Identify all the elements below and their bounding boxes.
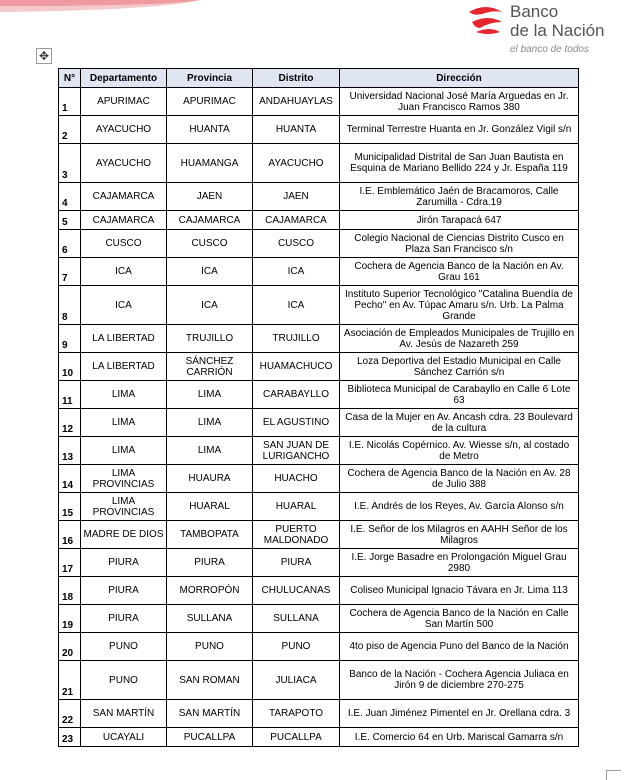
cell-num: 15: [59, 493, 81, 521]
cell-distrito: HUANTA: [253, 116, 340, 144]
table-row: [59, 116, 579, 144]
cell-departamento: CAJAMARCA: [81, 183, 167, 211]
header-provincia: Provincia: [167, 69, 253, 88]
cell-direccion: Casa de la Mujer en Av. Ancash cdra. 23 Boulevard de la cultura: [340, 409, 579, 437]
brand-tagline: el banco de todos: [510, 44, 589, 55]
table-row: [59, 493, 579, 521]
cell-departamento: LIMA: [81, 409, 167, 437]
cell-direccion: Instituto Superior Tecnológico "Catalina Buendía de Pecho" en Av. Túpac Amaru s/n. Urb. La Palma Grande: [340, 286, 579, 325]
cell-num: 17: [59, 549, 81, 577]
cell-num: 14: [59, 465, 81, 493]
cell-num: 21: [59, 661, 81, 700]
cell-departamento: ICA: [81, 286, 167, 325]
move-icon[interactable]: ✥: [36, 48, 52, 64]
cell-provincia: HUARAL: [167, 493, 253, 521]
cell-provincia: LIMA: [167, 409, 253, 437]
cell-num: 13: [59, 437, 81, 465]
cell-departamento: AYACUCHO: [81, 144, 167, 183]
table-header-row: [59, 69, 579, 88]
cell-departamento: PIURA: [81, 605, 167, 633]
cell-num: 2: [59, 116, 81, 144]
cell-provincia: SULLANA: [167, 605, 253, 633]
cell-provincia: APURIMAC: [167, 88, 253, 116]
cell-distrito: ICA: [253, 286, 340, 325]
cell-num: 23: [59, 728, 81, 747]
cell-direccion: Coliseo Municipal Ignacio Távara en Jr. Lima 113: [340, 577, 579, 605]
table-row: [59, 144, 579, 183]
cell-provincia: CUSCO: [167, 230, 253, 258]
cell-distrito: TARAPOTO: [253, 700, 340, 728]
cell-departamento: LA LIBERTAD: [81, 353, 167, 381]
cell-num: 19: [59, 605, 81, 633]
cell-distrito: CHULUCANAS: [253, 577, 340, 605]
cell-distrito: PIURA: [253, 549, 340, 577]
cell-departamento: PIURA: [81, 549, 167, 577]
table-row: [59, 437, 579, 465]
cell-distrito: SAN JUAN DE LURIGANCHO: [253, 437, 340, 465]
table-row: [59, 521, 579, 549]
cell-num: 22: [59, 700, 81, 728]
cell-departamento: CAJAMARCA: [81, 211, 167, 230]
cell-num: 3: [59, 144, 81, 183]
cell-distrito: ANDAHUAYLAS: [253, 88, 340, 116]
cell-direccion: Terminal Terrestre Huanta en Jr. González Vigil s/n: [340, 116, 579, 144]
cell-departamento: SAN MARTÍN: [81, 700, 167, 728]
cell-num: 9: [59, 325, 81, 353]
table-row: [59, 325, 579, 353]
table-row: [59, 409, 579, 437]
cell-num: 20: [59, 633, 81, 661]
cell-direccion: Asociación de Empleados Municipales de Trujillo en Av. Jesús de Nazareth 259: [340, 325, 579, 353]
cell-num: 11: [59, 381, 81, 409]
table-row: [59, 353, 579, 381]
cell-distrito: TRUJILLO: [253, 325, 340, 353]
table-row: [59, 700, 579, 728]
cell-provincia: ICA: [167, 258, 253, 286]
cell-departamento: UCAYALI: [81, 728, 167, 747]
cell-departamento: LIMA PROVINCIAS: [81, 493, 167, 521]
cell-provincia: SAN MARTÍN: [167, 700, 253, 728]
table-row: [59, 381, 579, 409]
banco-logo-icon: [466, 2, 506, 42]
cell-provincia: HUAMANGA: [167, 144, 253, 183]
brand-name-line1: Banco: [510, 2, 559, 21]
cell-direccion: Municipalidad Distrital de San Juan Bautista en Esquina de Mariano Bellido 224 y Jr. España 119: [340, 144, 579, 183]
cell-direccion: Jirón Tarapacá 647: [340, 211, 579, 230]
cell-departamento: LIMA: [81, 381, 167, 409]
cell-provincia: LIMA: [167, 381, 253, 409]
cell-provincia: HUAURA: [167, 465, 253, 493]
locations-table: [58, 68, 579, 747]
table-row: [59, 633, 579, 661]
cell-departamento: AYACUCHO: [81, 116, 167, 144]
cell-departamento: LIMA PROVINCIAS: [81, 465, 167, 493]
cell-distrito: CARABAYLLO: [253, 381, 340, 409]
cell-provincia: TRUJILLO: [167, 325, 253, 353]
cell-distrito: CUSCO: [253, 230, 340, 258]
table-row: [59, 286, 579, 325]
table-row: [59, 549, 579, 577]
cell-provincia: PIURA: [167, 549, 253, 577]
cell-direccion: I.E. Emblemático Jaén de Bracamoros, Calle Zarumilla - Cdra.19: [340, 183, 579, 211]
cell-distrito: EL AGUSTINO: [253, 409, 340, 437]
table-row: [59, 661, 579, 700]
cell-departamento: CUSCO: [81, 230, 167, 258]
cell-direccion: I.E. Señor de los Milagros en AAHH Señor de los Milagros: [340, 521, 579, 549]
cell-num: 4: [59, 183, 81, 211]
cell-distrito: PUNO: [253, 633, 340, 661]
cell-distrito: JULIACA: [253, 661, 340, 700]
cell-direccion: I.E. Nicolás Copérnico. Av. Wiesse s/n, al costado de Metro: [340, 437, 579, 465]
cell-num: 12: [59, 409, 81, 437]
table-row: [59, 465, 579, 493]
cell-num: 8: [59, 286, 81, 325]
table-row: [59, 728, 579, 747]
table-row: [59, 605, 579, 633]
header-departamento: Departamento: [81, 69, 167, 88]
cell-distrito: JAEN: [253, 183, 340, 211]
cell-provincia: SAN ROMAN: [167, 661, 253, 700]
cell-distrito: HUARAL: [253, 493, 340, 521]
cell-provincia: PUNO: [167, 633, 253, 661]
cell-distrito: ICA: [253, 258, 340, 286]
cell-provincia: HUANTA: [167, 116, 253, 144]
cell-distrito: CAJAMARCA: [253, 211, 340, 230]
header-distrito: Distrito: [253, 69, 340, 88]
cell-num: 1: [59, 88, 81, 116]
cell-direccion: Cochera de Agencia Banco de la Nación en Av. 28 de Julio 388: [340, 465, 579, 493]
table-row: [59, 183, 579, 211]
cell-num: 7: [59, 258, 81, 286]
cell-direccion: I.E. Andrés de los Reyes, Av. García Alonso s/n: [340, 493, 579, 521]
cell-distrito: PUCALLPA: [253, 728, 340, 747]
cell-distrito: PUERTO MALDONADO: [253, 521, 340, 549]
cell-provincia: MORROPÓN: [167, 577, 253, 605]
cell-distrito: SULLANA: [253, 605, 340, 633]
table-row: [59, 230, 579, 258]
table-row: [59, 88, 579, 116]
cell-direccion: Universidad Nacional José María Arguedas en Jr. Juan Francisco Ramos 380: [340, 88, 579, 116]
cell-departamento: PUNO: [81, 633, 167, 661]
cell-num: 5: [59, 211, 81, 230]
table-row: [59, 577, 579, 605]
cell-provincia: PUCALLPA: [167, 728, 253, 747]
cell-direccion: Colegio Nacional de Ciencias Distrito Cusco en Plaza San Francisco s/n: [340, 230, 579, 258]
decorative-red-swoosh: [0, 0, 220, 14]
cell-num: 6: [59, 230, 81, 258]
cell-num: 18: [59, 577, 81, 605]
cell-distrito: HUAMACHUCO: [253, 353, 340, 381]
cell-direccion: Cochera de Agencia Banco de la Nación en Av. Grau 161: [340, 258, 579, 286]
cell-provincia: CAJAMARCA: [167, 211, 253, 230]
cell-distrito: HUACHO: [253, 465, 340, 493]
cell-departamento: LIMA: [81, 437, 167, 465]
header-num: N°: [59, 69, 81, 88]
cell-departamento: PIURA: [81, 577, 167, 605]
cell-direccion: 4to piso de Agencia Puno del Banco de la Nación: [340, 633, 579, 661]
cell-provincia: TAMBOPATA: [167, 521, 253, 549]
cell-distrito: AYACUCHO: [253, 144, 340, 183]
cell-direccion: Biblioteca Municipal de Carabayllo en Calle 6 Lote 63: [340, 381, 579, 409]
cell-direccion: I.E. Jorge Basadre en Prolongación Miguel Grau 2980: [340, 549, 579, 577]
cell-num: 16: [59, 521, 81, 549]
table-row: [59, 258, 579, 286]
brand-header: [466, 2, 636, 62]
cell-departamento: ICA: [81, 258, 167, 286]
cell-provincia: ICA: [167, 286, 253, 325]
cell-provincia: JAEN: [167, 183, 253, 211]
cell-direccion: I.E. Comercio 64 en Urb. Mariscal Gamarra s/n: [340, 728, 579, 747]
table-body: [59, 88, 579, 747]
cell-num: 10: [59, 353, 81, 381]
header-direccion: Dirección: [340, 69, 579, 88]
cell-provincia: LIMA: [167, 437, 253, 465]
cell-departamento: LA LIBERTAD: [81, 325, 167, 353]
cell-direccion: Cochera de Agencia Banco de la Nación en Calle San Martín 500: [340, 605, 579, 633]
cell-direccion: Banco de la Nación - Cochera Agencia Juliaca en Jirón 9 de diciembre 270-275: [340, 661, 579, 700]
brand-name: [510, 2, 605, 40]
cell-departamento: MADRE DE DIOS: [81, 521, 167, 549]
brand-name-line2: de la Nación: [510, 21, 605, 40]
cell-provincia: SÁNCHEZ CARRIÓN: [167, 353, 253, 381]
table-row: [59, 211, 579, 230]
cell-departamento: PUNO: [81, 661, 167, 700]
cell-departamento: APURIMAC: [81, 88, 167, 116]
cell-direccion: I.E. Juan Jiménez Pimentel en Jr. Orellana cdra. 3: [340, 700, 579, 728]
cell-direccion: Loza Deportiva del Estadio Municipal en Calle Sánchez Carrión s/n: [340, 353, 579, 381]
